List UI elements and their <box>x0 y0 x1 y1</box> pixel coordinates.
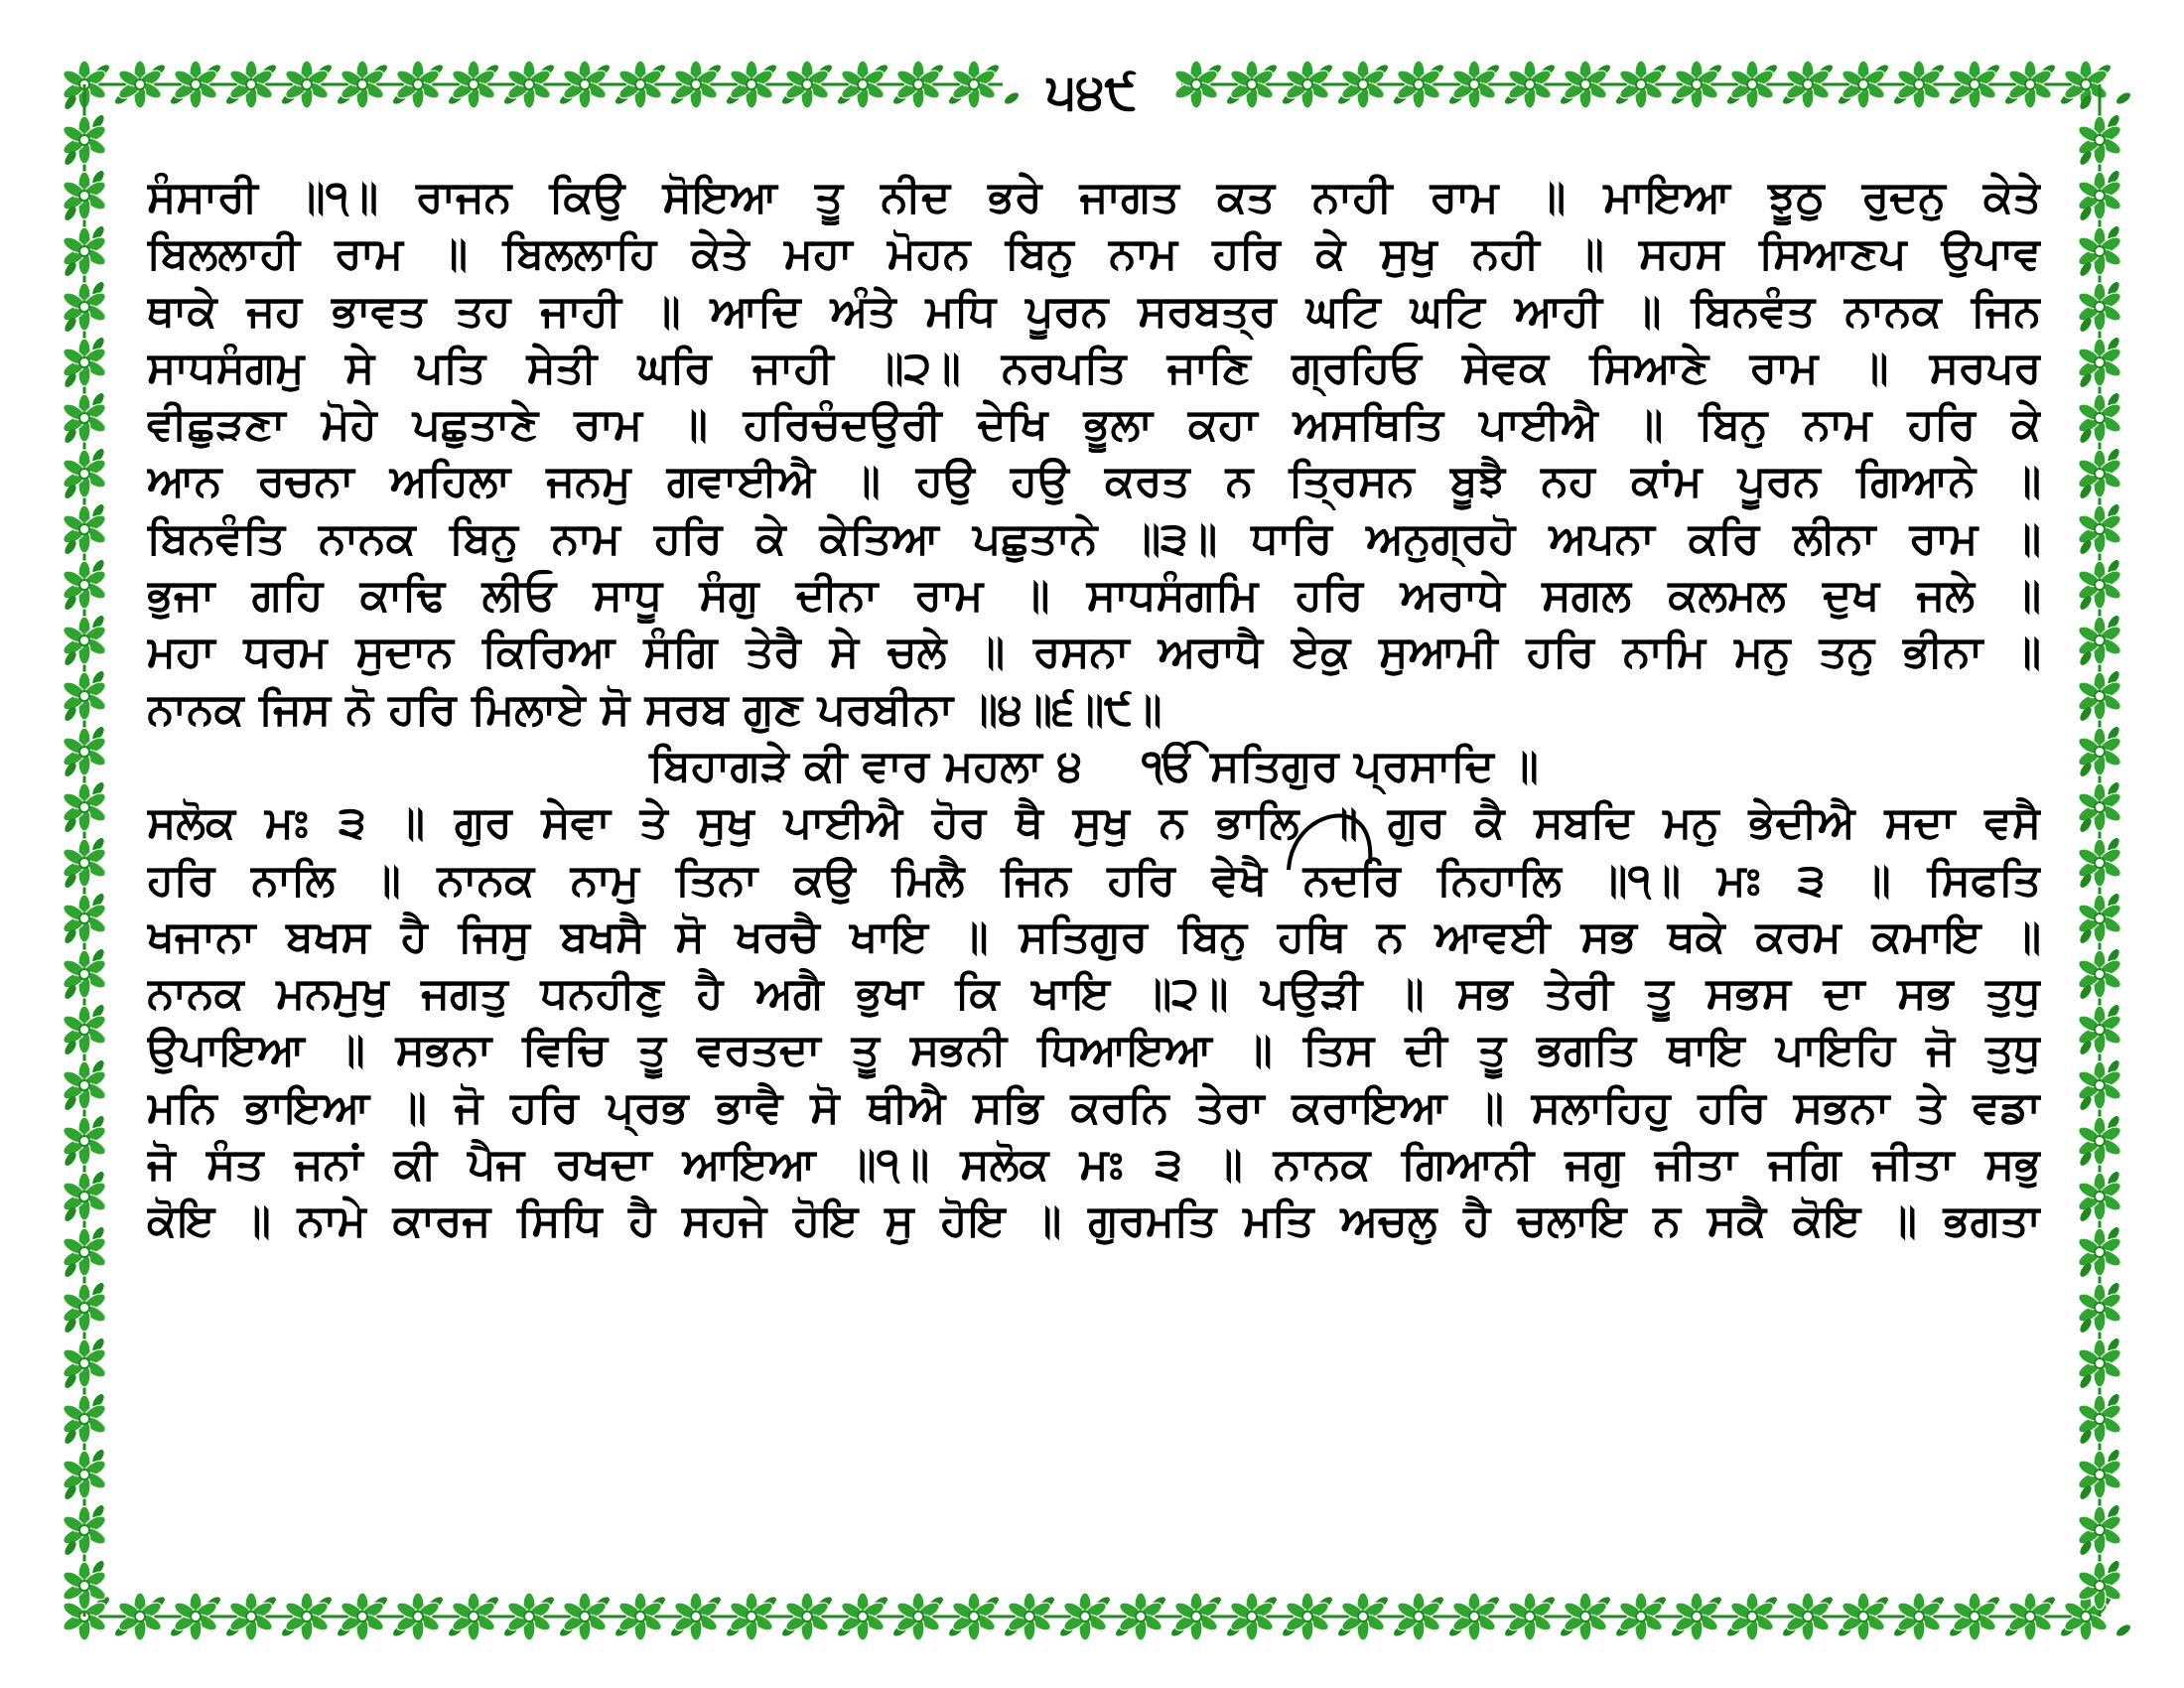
text-line-1: ਸੰਸਾਰੀ ॥੧॥ ਰਾਜਨ ਕਿਉ ਸੋਇਆ ਤੂ ਨੀਦ ਭਰੇ ਜਾਗਤ ਕਤ ਨਾਹੀ ਰਾਮ ॥ ਮਾਇਆ ਝੂਠੁ ਰੁਦਨੁ ਕੇਤੇ <box>147 172 2041 222</box>
text-line-17: ਮਨਿ ਭਾਇਆ ॥ ਜੋ ਹਰਿ ਪ੍ਰਭ ਭਾਵੈ ਸੋ ਥੀਐ ਸਭਿ ਕਰਨਿ ਤੇਰਾ ਕਰਾਇਆ ॥ ਸਲਾਹਿਹੁ ਹਰਿ ਸਭਨਾ ਤੇ ਵਡਾ <box>147 1081 2041 1133</box>
page-number-text: ੫੪੯ <box>1022 63 1163 120</box>
text-line-10: ਨਾਨਕ ਜਿਸ ਨੋ ਹਰਿ ਮਿਲਾਏ ਸੋ ਸਰਬ ਗੁਣ ਪਰਬੀਨਾ ॥੪॥੬॥੯॥ <box>147 683 1162 735</box>
text-line-19: ਕੋਇ ॥ ਨਾਮੇ ਕਾਰਜ ਸਿਧਿ ਹੈ ਸਹਜੇ ਹੋਇ ਸੁ ਹੋਇ ॥ ਗੁਰਮਤਿ ਮਤਿ ਅਚਲੁ ਹੈ ਚਲਾਇ ਨ ਸਕੈ ਕੋਇ ॥ ਭਗਤਾ <box>147 1196 2041 1247</box>
text-line-13: ਹਰਿ ਨਾਲਿ ॥ ਨਾਨਕ ਨਾਮੁ ਤਿਨਾ ਕਉ ਮਿਲੈ ਜਿਨ ਹਰਿ ਵੇਖੈ ਨਦਰਿ ਨਿਹਾਲਿ ॥੧॥ ਮਃ ੩ ॥ ਸਿਫਤਿ <box>147 854 2041 906</box>
section-heading <box>147 738 2041 794</box>
text-line-5: ਵੀਛੁੜਣਾ ਮੋਹੇ ਪਛੁਤਾਣੇ ਰਾਮ ॥ ਹਰਿਚੰਦਉਰੀ ਦੇਖਿ ਭੂਲਾ ਕਹਾ ਅਸਥਿਤਿ ਪਾਈਐ ॥ ਬਿਨੁ ਨਾਮ ਹਰਿ ਕੇ <box>147 399 2041 451</box>
text-line-14: ਖਜਾਨਾ ਬਖਸ ਹੈ ਜਿਸੁ ਬਖਸੈ ਸੋ ਖਰਚੈ ਖਾਇ ॥ ਸਤਿਗੁਰ ਬਿਨੁ ਹਥਿ ਨ ਆਵਈ ਸਭ ਥਕੇ ਕਰਮ ਕਮਾਇ ॥ <box>147 911 2041 962</box>
text-line-4: ਸਾਧਸੰਗਮੁ ਸੇ ਪਤਿ ਸੇਤੀ ਘਰਿ ਜਾਹੀ ॥੨॥ ਨਰਪਤਿ ਜਾਣਿ ਗ੍ਰਹਿਓ ਸੇਵਕ ਸਿਆਣੇ ਰਾਮ ॥ ਸਰਪਰ <box>147 342 2041 393</box>
text-line-15: ਨਾਨਕ ਮਨਮੁਖੁ ਜਗਤੁ ਧਨਹੀਣੁ ਹੈ ਅਗੈ ਭੁਖਾ ਕਿ ਖਾਇ ॥੨॥ ਪਉੜੀ ॥ ਸਭ ਤੇਰੀ ਤੂ ਸਭਸ ਦਾ ਸਭ ਤੁਧੁ <box>147 968 2041 1020</box>
text-line-3: ਥਾਕੇ ਜਹ ਭਾਵਤ ਤਹ ਜਾਹੀ ॥ ਆਦਿ ਅੰਤੇ ਮਧਿ ਪੂਰਨ ਸਰਬਤ੍ਰ ਘਟਿ ਘਟਿ ਆਹੀ ॥ ਬਿਨਵੰਤ ਨਾਨਕ ਜਿਨ <box>147 285 2041 337</box>
heading-title: ਬਿਹਾਗੜੇ ਕੀ ਵਾਰ ਮਹਲਾ ੪ <box>649 740 1083 791</box>
heading-invocation: ੴ ਸਤਿਗੁਰ ਪ੍ਰਸਾਦਿ ॥ <box>1142 740 1539 791</box>
text-line-8: ਭੁਜਾ ਗਹਿ ਕਾਢਿ ਲੀਓ ਸਾਧੂ ਸੰਗੁ ਦੀਨਾ ਰਾਮ ॥ ਸਾਧਸੰਗਮਿ ਹਰਿ ਅਰਾਧੇ ਸਗਲ ਕਲਮਲ ਦੁਖ ਜਲੇ ॥ <box>147 570 2041 622</box>
text-line-7: ਬਿਨਵੰਤਿ ਨਾਨਕ ਬਿਨੁ ਨਾਮ ਹਰਿ ਕੇ ਕੇਤਿਆ ਪਛੁਤਾਨੇ ॥੩॥ ਧਾਰਿ ਅਨੁਗ੍ਰਹੋ ਅਪਨਾ ਕਰਿ ਲੀਨਾ ਰਾਮ ॥ <box>147 512 2041 564</box>
text-line-18: ਜੋ ਸੰਤ ਜਨਾਂ ਕੀ ਪੈਜ ਰਖਦਾ ਆਇਆ ॥੧॥ ਸਲੋਕ ਮਃ ੩ ॥ ਨਾਨਕ ਗਿਆਨੀ ਜਗੁ ਜੀਤਾ ਜਗਿ ਜੀਤਾ ਸਭੁ <box>147 1139 2041 1191</box>
text-line-16: ਉਪਾਇਆ ॥ ਸਭਨਾ ਵਿਚਿ ਤੂ ਵਰਤਦਾ ਤੂ ਸਭਨੀ ਧਿਆਇਆ ॥ ਤਿਸ ਦੀ ਤੂ ਭਗਤਿ ਥਾਇ ਪਾਇਹਿ ਜੋ ਤੁਧੁ <box>147 1025 2041 1076</box>
text-line-12: ਸਲੋਕ ਮਃ ੩ ॥ ਗੁਰ ਸੇਵਾ ਤੇ ਸੁਖੁ ਪਾਈਐ ਹੋਰ ਥੈ ਸੁਖੁ ਨ ਭਾਲਿ ॥ ਗੁਰ ਕੈ ਸਬਦਿ ਮਨੁ ਭੇਦੀਐ ਸਦਾ ਵਸੈ <box>147 797 2041 849</box>
text-line-6: ਆਨ ਰਚਨਾ ਅਹਿਲਾ ਜਨਮੁ ਗਵਾਈਐ ॥ ਹਉ ਹਉ ਕਰਤ ਨ ਤ੍ਰਿਸਨ ਬੂਝੈ ਨਹ ਕਾਂਮ ਪੂਰਨ ਗਿਆਨੇ ॥ <box>147 456 2041 507</box>
page-number <box>0 62 2184 121</box>
scripture-text-block <box>147 169 2041 1250</box>
text-line-9: ਮਹਾ ਧਰਮ ਸੁਦਾਨ ਕਿਰਿਆ ਸੰਗਿ ਤੇਰੈ ਸੇ ਚਲੇ ॥ ਰਸਨਾ ਅਰਾਧੈ ਏਕੁ ਸੁਆਮੀ ਹਰਿ ਨਾਮਿ ਮਨੁ ਤਨੁ ਭੀਨਾ ॥ <box>147 627 2041 678</box>
text-line-2: ਬਿਲਲਾਹੀ ਰਾਮ ॥ ਬਿਲਲਾਹਿ ਕੇਤੇ ਮਹਾ ਮੋਹਨ ਬਿਨੁ ਨਾਮ ਹਰਿ ਕੇ ਸੁਖੁ ਨਹੀ ॥ ਸਹਸ ਸਿਆਣਪ ਉਪਾਵ <box>147 228 2041 280</box>
